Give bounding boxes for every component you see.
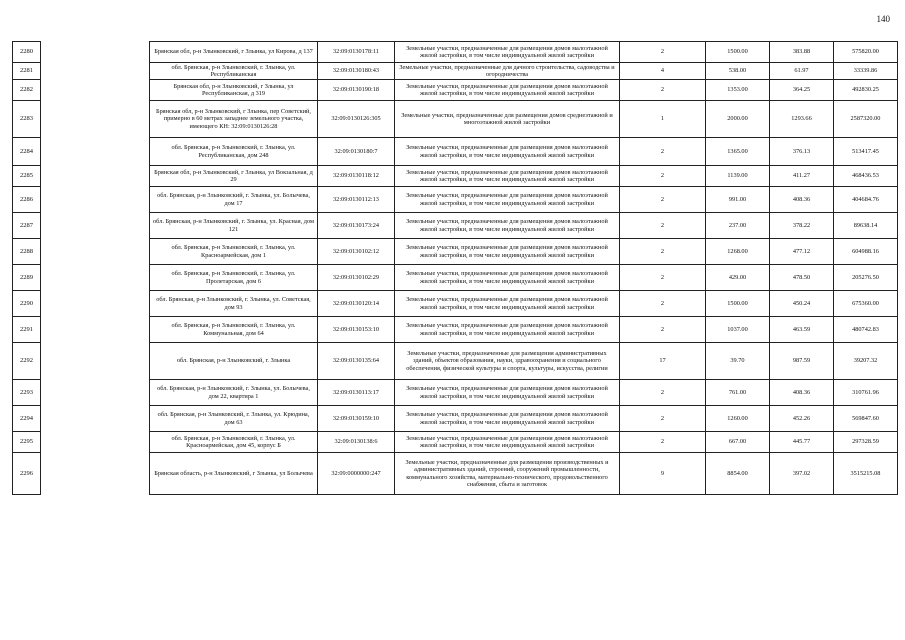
- address-cell: Брянская обл, р-н Злынковский, г Злынка, ул Кирова, д 137: [150, 42, 318, 63]
- cadastral-value-cell: 480742.83: [834, 317, 898, 343]
- row-number-cell: 2284: [13, 138, 41, 166]
- group-cell: 17: [620, 343, 706, 380]
- cadastral-number-cell: 32:09:0130159:10: [318, 406, 395, 432]
- address-cell: обл. Брянская, р-н Злынковский, г. Злынка, ул. Коммунальная, дом 64: [150, 317, 318, 343]
- table-row: [150, 42, 898, 63]
- row-number-cell: 2292: [13, 343, 41, 380]
- specific-value-cell: 477.12: [770, 239, 834, 265]
- cadastral-value-cell: 675360.00: [834, 291, 898, 317]
- cadastral-number-cell: 32:09:0130180:43: [318, 63, 395, 80]
- cadastral-number-cell: 32:09:0130126:305: [318, 101, 395, 138]
- land-plots-table: [149, 41, 898, 495]
- row-number-cell: 2290: [13, 291, 41, 317]
- row-number-table: [12, 41, 41, 495]
- area-cell: 538.00: [706, 63, 770, 80]
- land-use-purpose-cell: Земельные участки, предназначенные для размещения домов малоэтажной жилой застройки, в том числе индивидуальной жилой застройки: [395, 432, 620, 453]
- address-cell: обл. Брянская, р-н Злынковский, г. Злынка, ул. Красноармейская, дом 1: [150, 239, 318, 265]
- cadastral-value-cell: 468436.53: [834, 166, 898, 187]
- row-number-cell: 2293: [13, 380, 41, 406]
- area-cell: 237.00: [706, 213, 770, 239]
- address-cell: обл. Брянская, р-н Злынковский, г. Злынка, ул. Республиканская, дом 248: [150, 138, 318, 166]
- address-cell: обл. Брянская, р-н Злынковский, г. Злынка, ул. Красноармейская, дом 45, корпус Б: [150, 432, 318, 453]
- cadastral-value-cell: 39207.32: [834, 343, 898, 380]
- land-use-purpose-cell: Земельные участки, предназначенные для размещения домов малоэтажной жилой застройки, в том числе индивидуальной жилой застройки: [395, 80, 620, 101]
- group-cell: 2: [620, 406, 706, 432]
- address-cell: обл. Брянская, р-н Злынковский, г. Злынка, ул. Болычева, дом 22, квартира 1: [150, 380, 318, 406]
- table-row: [150, 213, 898, 239]
- specific-value-cell: 61.97: [770, 63, 834, 80]
- land-use-purpose-cell: Земельные участки, предназначенные для размещения производственных и административных зданий, строений, сооружений промышленности, коммунального хозяйства, материально-технического, продовольственного снабжения, сбыта и заготовок: [395, 453, 620, 495]
- address-cell: Брянская область, р-н Злынковский, г Злынка, ул Болычева: [150, 453, 318, 495]
- area-cell: 991.00: [706, 187, 770, 213]
- specific-value-cell: 987.59: [770, 343, 834, 380]
- land-use-purpose-cell: Земельные участки, предназначенные для размещения домов среднеэтажной и многоэтажной жилой застройки: [395, 101, 620, 138]
- group-cell: 2: [620, 80, 706, 101]
- cadastral-value-cell: 205276.50: [834, 265, 898, 291]
- specific-value-cell: 378.22: [770, 213, 834, 239]
- specific-value-cell: 383.88: [770, 42, 834, 63]
- address-cell: обл. Брянская, р-н Злынковский, г. Злынка, ул. Республиканская: [150, 63, 318, 80]
- group-cell: 2: [620, 213, 706, 239]
- cadastral-number-cell: 32:09:0130113:17: [318, 380, 395, 406]
- group-cell: 2: [620, 380, 706, 406]
- row-number-row: [13, 138, 41, 166]
- row-number-cell: 2294: [13, 406, 41, 432]
- cadastral-value-cell: 513417.45: [834, 138, 898, 166]
- land-use-purpose-cell: Земельные участки, предназначенные для размещения домов малоэтажной жилой застройки, в том числе индивидуальной жилой застройки: [395, 239, 620, 265]
- cadastral-number-cell: 32:09:0130178:11: [318, 42, 395, 63]
- group-cell: 4: [620, 63, 706, 80]
- address-cell: обл. Брянская, р-н Злынковский, г. Злынка: [150, 343, 318, 380]
- row-number-row: [13, 80, 41, 101]
- table-row: [150, 187, 898, 213]
- area-cell: 8854.00: [706, 453, 770, 495]
- area-cell: 1260.00: [706, 406, 770, 432]
- address-cell: обл. Брянская, р-н Злынковский, г. Злынка, ул. Болычева, дом 17: [150, 187, 318, 213]
- row-number-row: [13, 101, 41, 138]
- group-cell: 2: [620, 187, 706, 213]
- row-number-row: [13, 265, 41, 291]
- row-number-row: [13, 291, 41, 317]
- specific-value-cell: 397.02: [770, 453, 834, 495]
- table-row: [150, 101, 898, 138]
- cadastral-value-cell: 89638.14: [834, 213, 898, 239]
- row-number-row: [13, 453, 41, 495]
- land-use-purpose-cell: Земельные участки, предназначенные для дачного строительства, садоводства и огородничества: [395, 63, 620, 80]
- cadastral-value-cell: 297328.59: [834, 432, 898, 453]
- table-row: [150, 63, 898, 80]
- row-number-cell: 2281: [13, 63, 41, 80]
- group-cell: 2: [620, 42, 706, 63]
- cadastral-number-cell: 32:09:0130118:12: [318, 166, 395, 187]
- area-cell: 1037.00: [706, 317, 770, 343]
- land-use-purpose-cell: Земельные участки, предназначенные для размещения домов малоэтажной жилой застройки, в том числе индивидуальной жилой застройки: [395, 317, 620, 343]
- row-number-row: [13, 406, 41, 432]
- table-row: [150, 265, 898, 291]
- cadastral-number-cell: 32:09:0130135:64: [318, 343, 395, 380]
- cadastral-value-cell: 492830.25: [834, 80, 898, 101]
- row-number-cell: 2288: [13, 239, 41, 265]
- area-cell: 761.00: [706, 380, 770, 406]
- address-cell: Брянская обл, р-н Злынковский, г Злынка, ул Вокзальная, д 29: [150, 166, 318, 187]
- land-use-purpose-cell: Земельные участки, предназначенные для размещения домов малоэтажной жилой застройки, в том числе индивидуальной жилой застройки: [395, 213, 620, 239]
- address-cell: Брянская обл, р-н Злынковский, г Злынка, ул Республиканская, д 319: [150, 80, 318, 101]
- cadastral-value-cell: 310761.96: [834, 380, 898, 406]
- specific-value-cell: 411.27: [770, 166, 834, 187]
- row-number-row: [13, 317, 41, 343]
- cadastral-number-cell: 32:09:0130102:12: [318, 239, 395, 265]
- row-number-cell: 2287: [13, 213, 41, 239]
- cadastral-number-cell: 32:09:0130138:6: [318, 432, 395, 453]
- row-number-row: [13, 380, 41, 406]
- land-use-purpose-cell: Земельные участки, предназначенные для размещения домов малоэтажной жилой застройки, в том числе индивидуальной жилой застройки: [395, 166, 620, 187]
- cadastral-number-cell: 32:09:0000000:247: [318, 453, 395, 495]
- row-number-cell: 2296: [13, 453, 41, 495]
- specific-value-cell: 408.36: [770, 187, 834, 213]
- land-use-purpose-cell: Земельные участки, предназначенные для размещения домов малоэтажной жилой застройки, в том числе индивидуальной жилой застройки: [395, 291, 620, 317]
- address-cell: обл. Брянская, р-н Злынковский, г. Злынка, ул. Красная, дом 121: [150, 213, 318, 239]
- specific-value-cell: 364.25: [770, 80, 834, 101]
- address-cell: обл. Брянская, р-н Злынковский, г. Злынка, ул. Крюдина, дом 63: [150, 406, 318, 432]
- address-cell: Брянская обл, р-н Злынковский, г Злынка, пер Советский, примерно в 60 метрах западнее земельного участка, имеющего КН: 32:09:0130126:28: [150, 101, 318, 138]
- row-number-cell: 2295: [13, 432, 41, 453]
- table-row: [150, 380, 898, 406]
- row-number-row: [13, 213, 41, 239]
- group-cell: 2: [620, 291, 706, 317]
- row-number-cell: 2291: [13, 317, 41, 343]
- row-number-cell: 2289: [13, 265, 41, 291]
- group-cell: 1: [620, 101, 706, 138]
- cadastral-number-cell: 32:09:0130120:14: [318, 291, 395, 317]
- cadastral-value-cell: 575820.00: [834, 42, 898, 63]
- specific-value-cell: 1293.66: [770, 101, 834, 138]
- group-cell: 2: [620, 432, 706, 453]
- specific-value-cell: 452.26: [770, 406, 834, 432]
- land-use-purpose-cell: Земельные участки, предназначенные для размещения административных зданий, объектов образования, науки, здравоохранения и социального обеспечения, физической культуры и спорта, культуры, искусства, религии: [395, 343, 620, 380]
- row-number-cell: 2283: [13, 101, 41, 138]
- group-cell: 2: [620, 166, 706, 187]
- cadastral-value-cell: 3515215.08: [834, 453, 898, 495]
- table-row: [150, 239, 898, 265]
- land-use-purpose-cell: Земельные участки, предназначенные для размещения домов малоэтажной жилой застройки, в том числе индивидуальной жилой застройки: [395, 42, 620, 63]
- specific-value-cell: 450.24: [770, 291, 834, 317]
- group-cell: 2: [620, 265, 706, 291]
- row-number-row: [13, 63, 41, 80]
- group-cell: 2: [620, 317, 706, 343]
- specific-value-cell: 408.36: [770, 380, 834, 406]
- table-row: [150, 343, 898, 380]
- table-row: [150, 80, 898, 101]
- row-number-row: [13, 343, 41, 380]
- specific-value-cell: 463.59: [770, 317, 834, 343]
- area-cell: 1139.00: [706, 166, 770, 187]
- area-cell: 429.00: [706, 265, 770, 291]
- specific-value-cell: 445.77: [770, 432, 834, 453]
- cadastral-number-cell: 32:09:0130173:24: [318, 213, 395, 239]
- address-cell: обл. Брянская, р-н Злынковский, г. Злынка, ул. Советская, дом 93: [150, 291, 318, 317]
- cadastral-value-cell: 404684.76: [834, 187, 898, 213]
- cadastral-number-cell: 32:09:0130153:10: [318, 317, 395, 343]
- area-cell: 39.70: [706, 343, 770, 380]
- row-number-cell: 2280: [13, 42, 41, 63]
- cadastral-number-cell: 32:09:0130190:18: [318, 80, 395, 101]
- cadastral-value-cell: 2587320.00: [834, 101, 898, 138]
- row-number-row: [13, 239, 41, 265]
- row-number-row: [13, 187, 41, 213]
- group-cell: 2: [620, 138, 706, 166]
- cadastral-number-cell: 32:09:0130102:29: [318, 265, 395, 291]
- land-use-purpose-cell: Земельные участки, предназначенные для размещения домов малоэтажной жилой застройки, в том числе индивидуальной жилой застройки: [395, 187, 620, 213]
- cadastral-value-cell: 33339.86: [834, 63, 898, 80]
- row-number-row: [13, 42, 41, 63]
- cadastral-value-cell: 569847.60: [834, 406, 898, 432]
- table-row: [150, 291, 898, 317]
- cadastral-number-cell: 32:09:0130112:13: [318, 187, 395, 213]
- specific-value-cell: 478.50: [770, 265, 834, 291]
- area-cell: 1500.00: [706, 42, 770, 63]
- cadastral-value-cell: 604988.16: [834, 239, 898, 265]
- row-number-row: [13, 432, 41, 453]
- row-number-cell: 2286: [13, 187, 41, 213]
- row-number-cell: 2285: [13, 166, 41, 187]
- table-row: [150, 166, 898, 187]
- row-number-cell: 2282: [13, 80, 41, 101]
- area-cell: 1353.00: [706, 80, 770, 101]
- area-cell: 1365.00: [706, 138, 770, 166]
- table-row: [150, 453, 898, 495]
- specific-value-cell: 376.13: [770, 138, 834, 166]
- table-row: [150, 138, 898, 166]
- land-use-purpose-cell: Земельные участки, предназначенные для размещения домов малоэтажной жилой застройки, в том числе индивидуальной жилой застройки: [395, 138, 620, 166]
- group-cell: 2: [620, 239, 706, 265]
- area-cell: 1268.00: [706, 239, 770, 265]
- row-number-row: [13, 166, 41, 187]
- cadastral-number-cell: 32:09:0130180:7: [318, 138, 395, 166]
- page-number: 140: [876, 14, 890, 24]
- area-cell: 2000.00: [706, 101, 770, 138]
- area-cell: 667.00: [706, 432, 770, 453]
- land-use-purpose-cell: Земельные участки, предназначенные для размещения домов малоэтажной жилой застройки, в том числе индивидуальной жилой застройки: [395, 406, 620, 432]
- land-use-purpose-cell: Земельные участки, предназначенные для размещения домов малоэтажной жилой застройки, в том числе индивидуальной жилой застройки: [395, 265, 620, 291]
- table-row: [150, 406, 898, 432]
- table-row: [150, 432, 898, 453]
- group-cell: 9: [620, 453, 706, 495]
- area-cell: 1500.00: [706, 291, 770, 317]
- land-use-purpose-cell: Земельные участки, предназначенные для размещения домов малоэтажной жилой застройки, в том числе индивидуальной жилой застройки: [395, 380, 620, 406]
- table-row: [150, 317, 898, 343]
- address-cell: обл. Брянская, р-н Злынковский, г. Злынка, ул. Пролетарская, дом 6: [150, 265, 318, 291]
